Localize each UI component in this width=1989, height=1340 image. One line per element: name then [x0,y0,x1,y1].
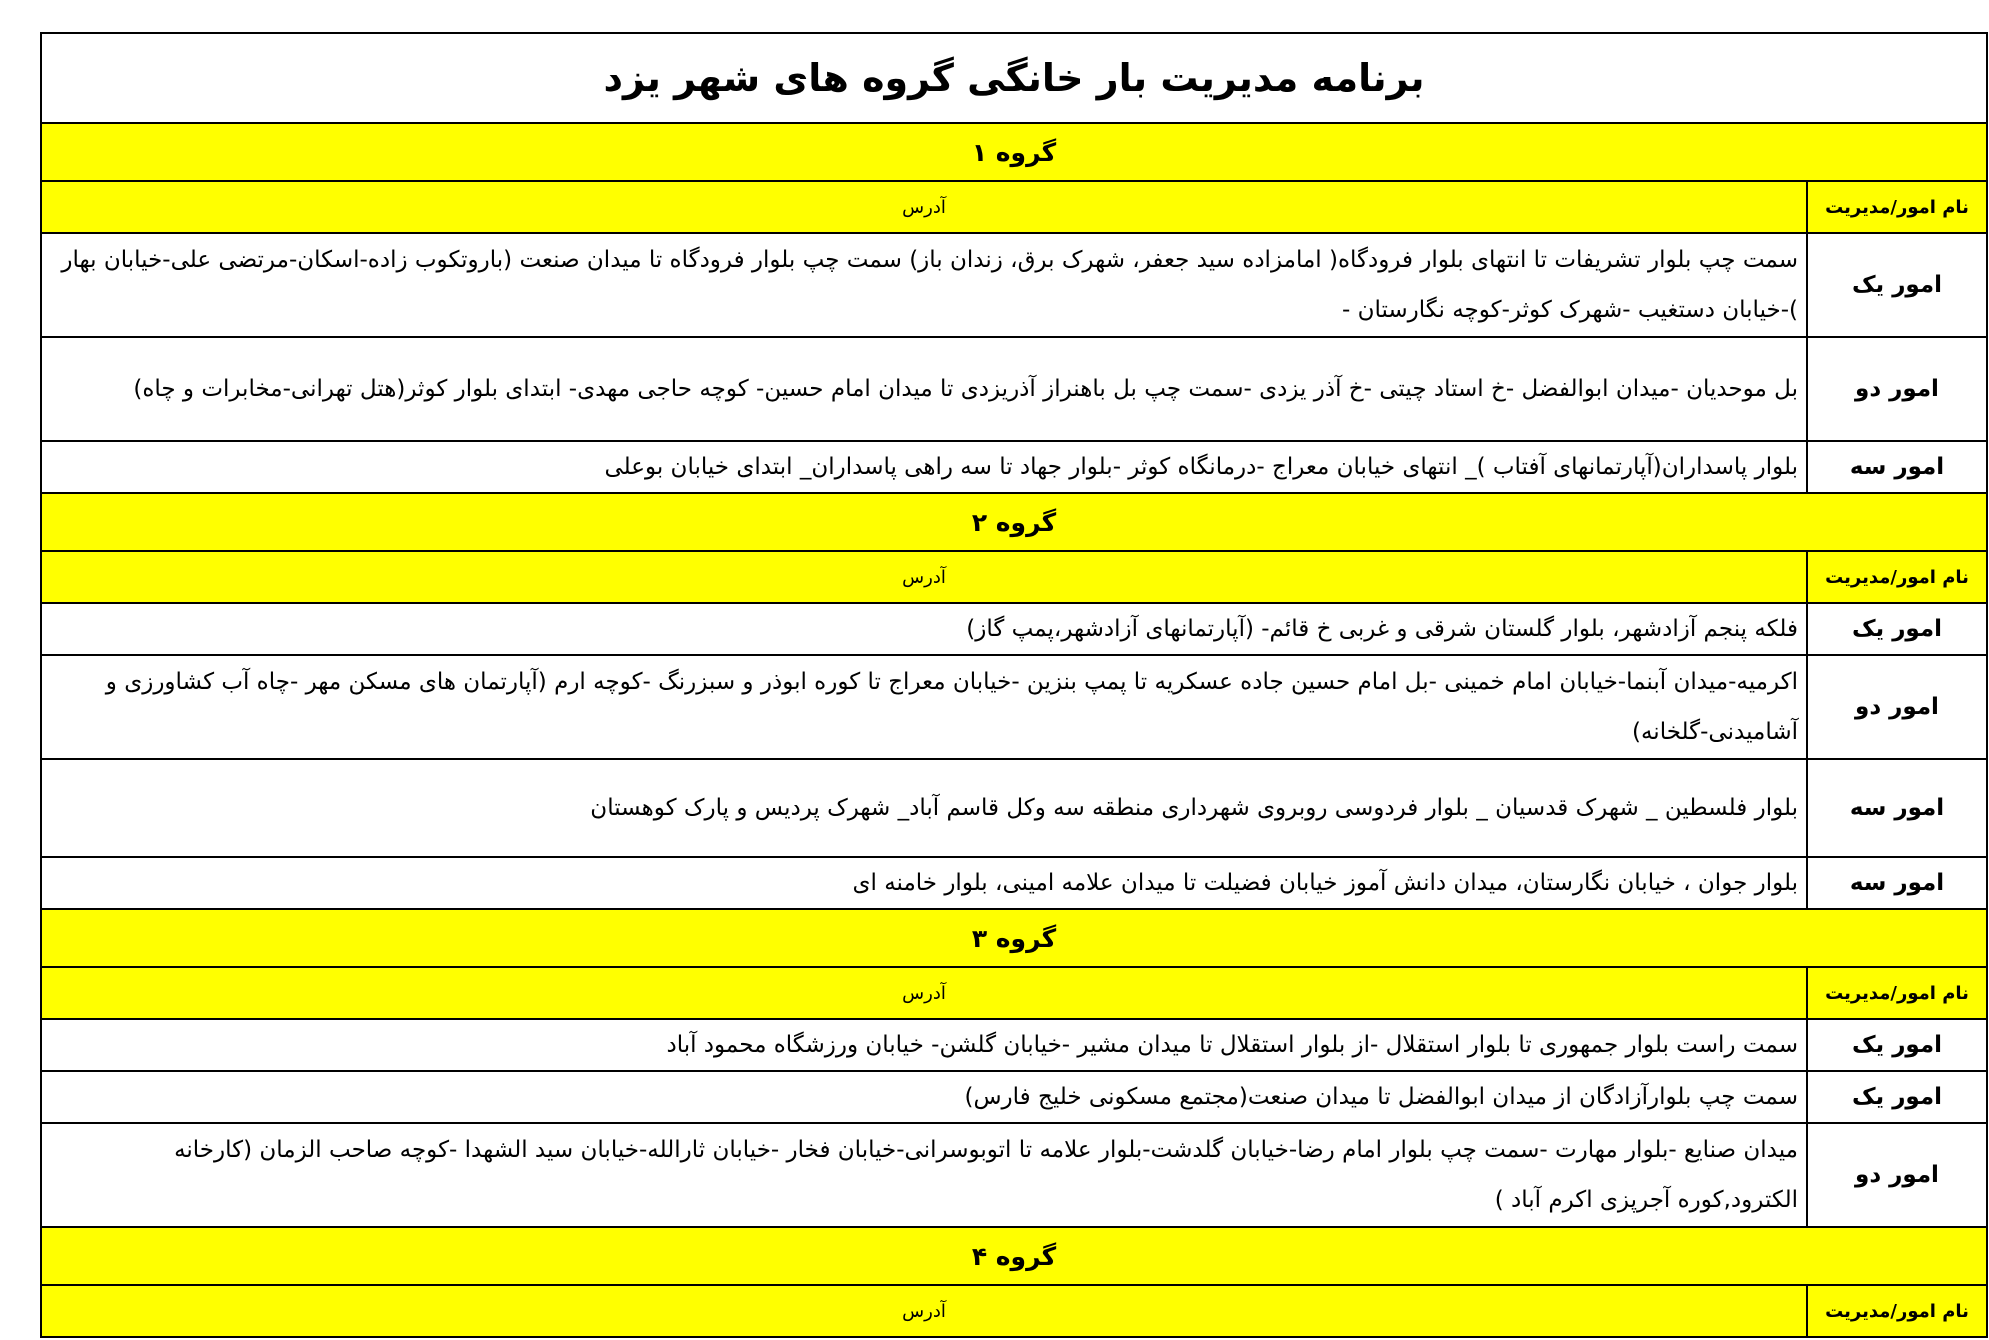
page-title: برنامه مدیریت بار خانگی گروه های شهر یزد [41,33,1987,123]
row-name: امور یک [1807,1019,1987,1071]
row-address: سمت راست بلوار جمهوری تا بلوار استقلال -از بلوار استقلال تا میدان مشیر -خیابان گلشن- خیابان ورزشگاه محمود آباد [41,1019,1807,1071]
row-address: اکرمیه-میدان آبنما-خیابان امام خمینی -بل امام حسین جاده عسکریه تا پمپ بنزین -خیابان معراج تا کوره ابوذر و سبزرنگ -کوچه ارم (آپارتمان های مسکن مهر -چاه آب کشاورزی و آشامیدنی-گلخانه) [41,655,1807,759]
table-row [41,441,1987,493]
row-address: میدان صنایع -بلوار مهارت -سمت چپ بلوار امام رضا-خیابان گلدشت-بلوار علامه تا اتوبوسرانی-خیابان فخار -خیابان ثارالله-خیابان سید الشهدا -کوچه صاحب الزمان (کارخانه الکترود,کوره آجرپزی اکرم آباد ) [41,1123,1807,1227]
column-header-name: نام امور/مدیریت [1807,1285,1987,1337]
row-name: امور دو [1807,337,1987,441]
row-address: فلکه پنجم آزادشهر، بلوار گلستان شرقی و غربی خ قائم- (آپارتمانهای آزادشهر،پمپ گاز) [41,603,1807,655]
row-name: امور یک [1807,1071,1987,1123]
row-name: امور دو [1807,655,1987,759]
table-row [41,655,1987,759]
row-name: امور دو [1807,1123,1987,1227]
column-header-name: نام امور/مدیریت [1807,551,1987,603]
row-address: بلوار فلسطین _ شهرک قدسیان _ بلوار فردوسی روبروی شهرداری منطقه سه وکل قاسم آباد_ شهرک پردیس و پارک کوهستان [41,759,1807,857]
row-address: بل موحدیان -میدان ابوالفضل -خ استاد چیتی -خ آذر یزدی -سمت چپ بل باهنراز آذریزدی تا میدان امام حسین- کوچه حاجی مهدی- ابتدای بلوار کوثر(هتل تهرانی-مخابرات و چاه) [41,337,1807,441]
table-row [41,857,1987,909]
group-4-header: گروه ۴ [41,1227,1987,1285]
row-address: بلوار پاسداران(آپارتمانهای آفتاب )_ انتهای خیابان معراج -درمانگاه کوثر -بلوار جهاد تا سه راهی پاسداران_ ابتدای خیابان بوعلی [41,441,1807,493]
group-1-header: گروه ۱ [41,123,1987,181]
row-name: امور سه [1807,441,1987,493]
table-row [41,603,1987,655]
table-row [41,337,1987,441]
column-header-address: آدرس [41,1285,1807,1337]
schedule-table [40,32,1988,1338]
row-address: سمت چپ بلوار تشریفات تا انتهای بلوار فرودگاه( امامزاده سید جعفر، شهرک برق، زندان باز) سمت چپ بلوار فرودگاه تا میدان صنعت (باروتکوب زاده-اسکان-مرتضی علی-خیابان بهار )-خیابان دستغیب -شهرک کوثر-کوچه نگارستان - [41,233,1807,337]
table-row [41,759,1987,857]
group-2-header: گروه ۲ [41,493,1987,551]
row-address: سمت چپ بلوارآزادگان از میدان ابوالفضل تا میدان صنعت(مجتمع مسکونی خلیج فارس) [41,1071,1807,1123]
row-name: امور سه [1807,857,1987,909]
row-name: امور سه [1807,759,1987,857]
row-name: امور یک [1807,603,1987,655]
column-header-address: آدرس [41,967,1807,1019]
table-row [41,233,1987,337]
column-header-name: نام امور/مدیریت [1807,181,1987,233]
table-row [41,1071,1987,1123]
column-header-name: نام امور/مدیریت [1807,967,1987,1019]
table-row [41,1123,1987,1227]
group-3-header: گروه ۳ [41,909,1987,967]
row-address: بلوار جوان ، خیابان نگارستان، میدان دانش آموز خیابان فضیلت تا میدان علامه امینی، بلوار خامنه ای [41,857,1807,909]
column-header-address: آدرس [41,181,1807,233]
row-name: امور یک [1807,233,1987,337]
schedule-sheet [40,32,1986,1338]
table-row [41,1019,1987,1071]
column-header-address: آدرس [41,551,1807,603]
